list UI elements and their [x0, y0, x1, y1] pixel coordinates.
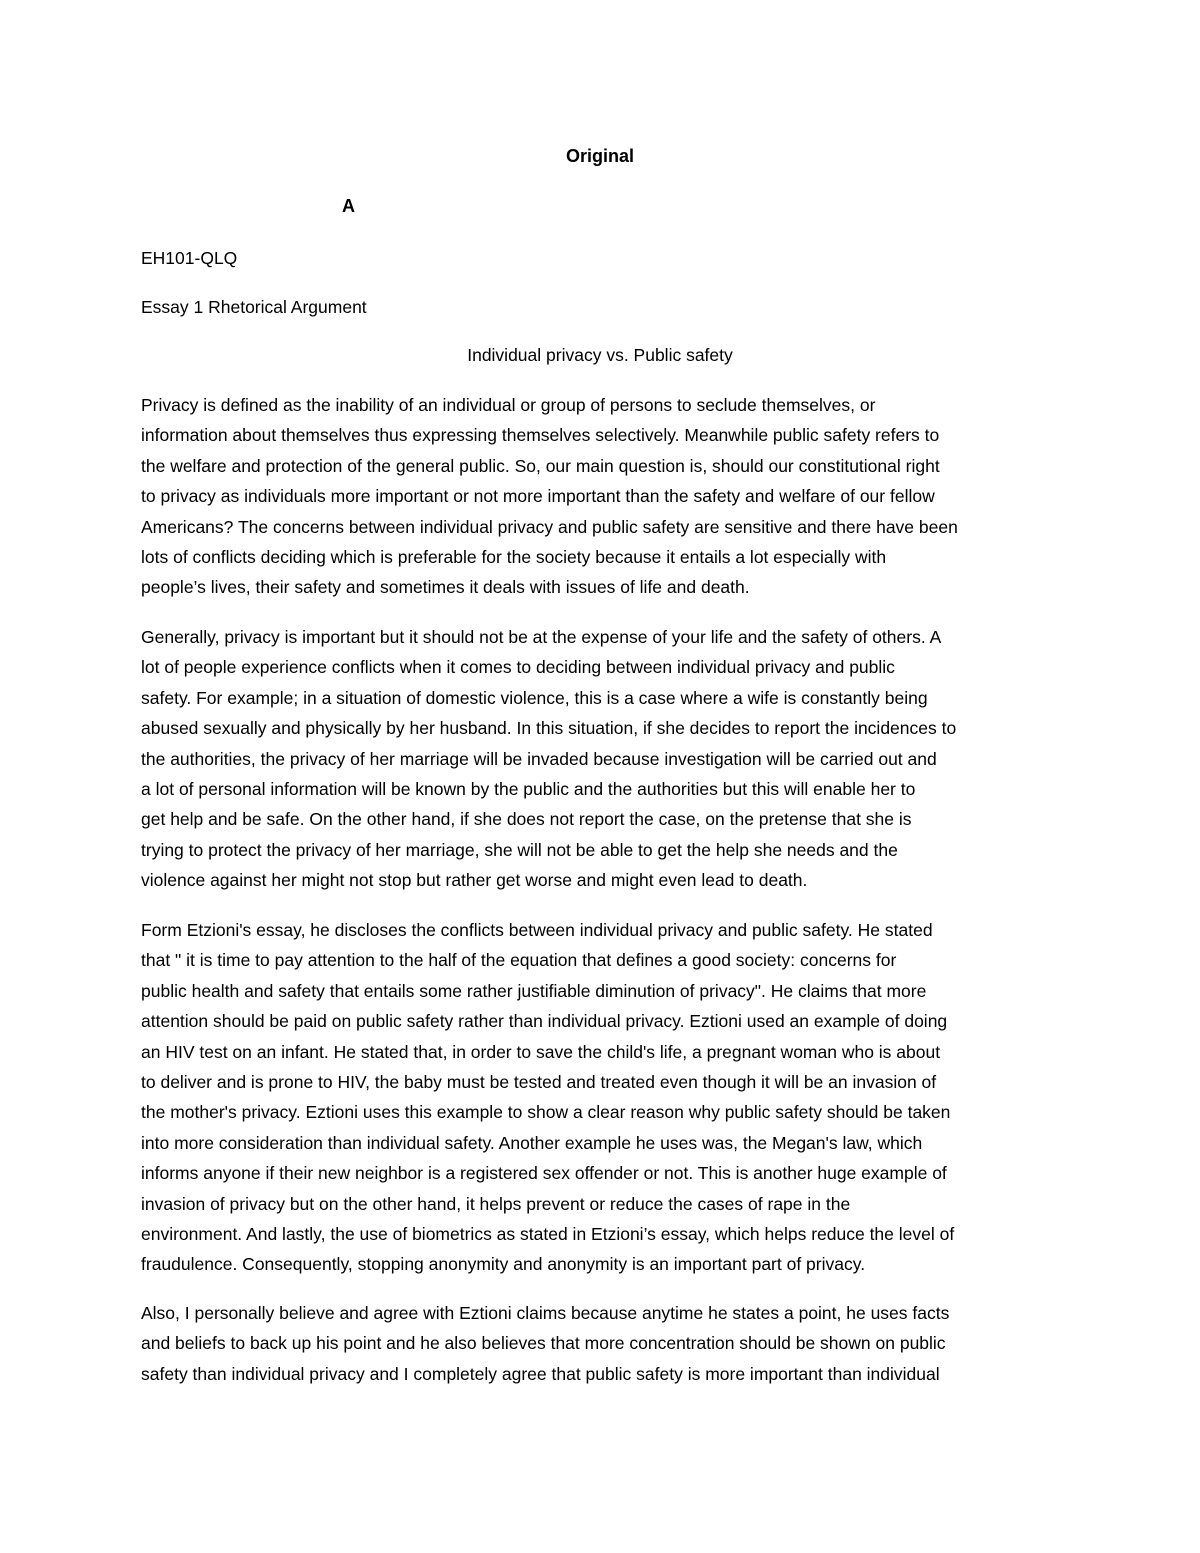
paragraph-line: safety. For example; in a situation of domestic violence, this is a case where a wife is constantly being [141, 687, 928, 708]
paragraph-line: Also, I personally believe and agree with Eztioni claims because anytime he states a point, he uses facts [141, 1303, 950, 1323]
paragraph-line: the mother's privacy. Eztioni uses this example to show a clear reason why public safety should be taken [141, 1102, 951, 1123]
document-title: Original [565, 146, 634, 166]
paragraph-line: into more consideration than individual safety. Another example he uses was, the Megan's law, which [141, 1132, 923, 1153]
paragraph-line: information about themselves thus expressing themselves selectively. Meanwhile public safety refers to [141, 425, 940, 446]
paragraph-line: informs anyone if their new neighbor is a registered sex offender or not. This is another huge example of [141, 1163, 947, 1184]
paragraph-line: get help and be safe. On the other hand, if she does not report the case, on the pretense that she is [141, 809, 912, 830]
paragraph-line: Form Etzioni's essay, he discloses the conflicts between individual privacy and public safety. He stated [141, 920, 933, 940]
paragraph-line: lot of people experience conflicts when it comes to deciding between individual privacy and public [141, 657, 895, 678]
paragraph-line: violence against her might not stop but rather get worse and might even lead to death. [141, 870, 808, 891]
paragraph-line: trying to protect the privacy of her marriage, she will not be able to get the help she needs and the [141, 839, 898, 860]
paragraph-line: invasion of privacy but on the other hand, it helps prevent or reduce the cases of rape in the [141, 1193, 851, 1214]
paragraph-line: safety than individual privacy and I completely agree that public safety is more important than individual [141, 1363, 940, 1384]
paragraph-1 [141, 390, 1059, 603]
paragraph-line: abused sexually and physically by her husband. In this situation, if she decides to report the incidences to [141, 718, 957, 739]
grade-mark: A [342, 196, 355, 216]
paragraph-line: fraudulence. Consequently, stopping anonymity and anonymity is an important part of privacy. [141, 1254, 866, 1275]
paragraph-line: the authorities, the privacy of her marriage will be invaded because investigation will be carried out and [141, 748, 937, 769]
paragraph-line: lots of conflicts deciding which is preferable for the society because it entails a lot especially with [141, 547, 887, 568]
essay-title: Individual privacy vs. Public safety [467, 345, 733, 365]
paragraph-2 [141, 622, 1059, 896]
paragraph-line: environment. And lastly, the use of biometrics as stated in Etzioni’s essay, which helps reduce the level of [141, 1224, 955, 1245]
paragraph-line: people’s lives, their safety and sometimes it deals with issues of life and death. [141, 577, 750, 598]
paragraph-line: Privacy is defined as the inability of an individual or group of persons to seclude themselves, or [141, 395, 876, 415]
paragraph-4 [141, 1298, 1059, 1389]
paragraph-line: an HIV test on an infant. He stated that, in order to save the child's life, a pregnant woman who is about [141, 1041, 941, 1062]
course-code: EH101-QLQ [141, 248, 238, 268]
paragraph-line: to privacy as individuals more important or not more important than the safety and welfare of our fellow [141, 486, 935, 507]
assignment-name: Essay 1 Rhetorical Argument [141, 297, 367, 317]
paragraph-line: to deliver and is prone to HIV, the baby must be tested and treated even though it will be an invasion of [141, 1072, 937, 1093]
paragraph-line: public health and safety that entails some rather justifiable diminution of privacy". He claims that more [141, 980, 927, 1001]
paragraph-line: that " it is time to pay attention to the half of the equation that defines a good society: concerns for [141, 950, 897, 971]
paragraph-line: a lot of personal information will be known by the public and the authorities but this will enable her to [141, 779, 916, 800]
paragraph-line: attention should be paid on public safety rather than individual privacy. Eztioni used an example of doing [141, 1011, 948, 1032]
paragraph-line: the welfare and protection of the general public. So, our main question is, should our constitutional right [141, 455, 940, 476]
paragraph-3 [141, 915, 1059, 1280]
paragraph-line: Americans? The concerns between individual privacy and public safety are sensitive and there have been [141, 516, 958, 537]
paragraph-line: Generally, privacy is important but it should not be at the expense of your life and the safety of others. A [141, 627, 942, 647]
paragraph-line: and beliefs to back up his point and he also believes that more concentration should be shown on public [141, 1333, 946, 1354]
